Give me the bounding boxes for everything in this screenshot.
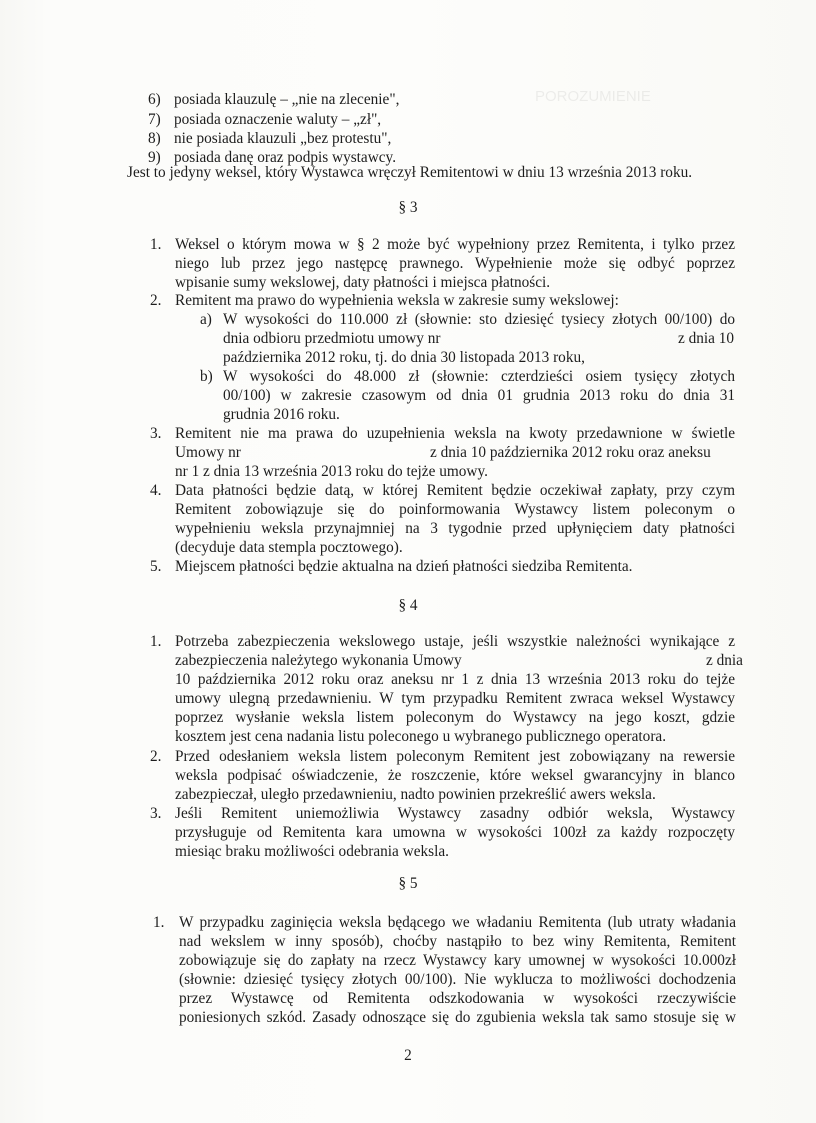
paragraph-line: wypełnieniu weksla przynajmniej na 3 tygodnie przed upłynięciem daty płatności xyxy=(175,520,735,537)
paragraph-line: nr 1 z dnia 13 września 2013 roku do tejże umowy. xyxy=(175,463,488,480)
paragraph-number: 5. xyxy=(150,558,162,575)
paragraph-line: Weksel o którym mowa w § 2 może być wypełniony przez Remitenta, i tylko przez xyxy=(175,236,735,253)
paragraph-line: weksla podpisać oświadczenie, że roszczenie, które weksel gwarancyjny in blanco xyxy=(175,767,735,784)
paragraph-line: zabezpieczał, uległo przedawnieniu, nadto powinien przekreślić awers weksla. xyxy=(175,786,656,803)
paragraph-number: 1. xyxy=(150,236,162,253)
list-item-number: 8) xyxy=(148,130,161,147)
paragraph-line: wpisanie sumy wekslowej, daty płatności i miejsca płatności. xyxy=(175,274,551,291)
paragraph-line: miesiąc braku możliwości odebrania weksla. xyxy=(175,843,449,860)
paragraph-line: przysługuje od Remitenta kara umowna w wysokości 100zł za każdy rozpoczęty xyxy=(175,824,735,841)
paragraph-line: niego lub przez jego następcę prawnego. Wypełnienie może się odbyć poprzez xyxy=(175,255,735,272)
section-heading-4: § 4 xyxy=(398,597,418,614)
list-item-number: 9) xyxy=(148,149,161,166)
paragraph-line: Przed odesłaniem weksla listem poleconym Remitent jest zobowiązany na rewersie xyxy=(175,748,735,765)
list-item: posiada danę oraz podpis wystawcy. xyxy=(174,149,397,166)
paragraph-line: grudnia 2016 roku. xyxy=(223,406,340,423)
paragraph-number: 2. xyxy=(150,748,162,765)
paragraph-number: 1. xyxy=(153,914,165,931)
page-number: 2 xyxy=(404,1047,412,1064)
paragraph-line: W wysokości do 110.000 zł (słownie: sto dziesięć tysiecy złotych 00/100) do xyxy=(223,311,735,328)
paragraph-line: zobowiązuje się do zapłaty na rzecz Wystawcy kary umownej w wysokości 10.000zł xyxy=(179,952,736,969)
paragraph-line: (słownie: dziesięć tysięcy złotych 00/100). Nie wyklucza to możliwości dochodzenia xyxy=(179,971,736,988)
list-item-number: 7) xyxy=(148,111,161,128)
paragraph-line: W wysokości do 48.000 zł (słownie: czterdzieści osiem tysięcy złotych xyxy=(223,368,735,385)
list-item: posiada klauzulę – „nie na zlecenie", xyxy=(174,91,400,108)
paragraph-line-tail: z dnia 10 października 2012 roku oraz aneksu xyxy=(430,444,711,461)
paragraph-line: Remitent ma prawo do wypełnienia weksla w zakresie sumy wekslowej: xyxy=(175,292,619,309)
paragraph-line: Jeśli Remitent uniemożliwia Wystawcy zasadny odbiór weksla, Wystawcy xyxy=(175,805,735,822)
list-item-number: 6) xyxy=(148,91,161,108)
list-item: nie posiada klauzuli „bez protestu", xyxy=(174,130,392,147)
paragraph-number: 1. xyxy=(150,633,162,650)
paragraph-line-tail: z dnia xyxy=(706,652,743,669)
bleed-through-text: POROZUMIENIE xyxy=(535,88,651,105)
paragraph-line: poprzez wysłanie weksla listem poleconym do Wystawcy na jego koszt, gdzie xyxy=(175,709,735,726)
subparagraph-letter: a) xyxy=(200,311,212,328)
paragraph-line-tail: z dnia 10 xyxy=(678,330,735,347)
paragraph-number: 3. xyxy=(150,805,162,822)
paragraph-line: umowy ulegną przedawnieniu. W tym przypadku Remitent zwraca weksel Wystawcy xyxy=(175,690,735,707)
paragraph-line: Umowy nr xyxy=(175,444,241,461)
list-item: posiada oznaczenie waluty – „zł", xyxy=(174,111,382,128)
paragraph-line: Remitent nie ma prawa do uzupełnienia weksla na kwoty przedawnione w świetle xyxy=(175,425,735,442)
paragraph-line: (decyduje data stempla pocztowego). xyxy=(175,539,403,556)
paragraph-line: października 2012 roku, tj. do dnia 30 listopada 2013 roku, xyxy=(223,349,585,366)
paragraph-line: przez Wystawcę od Remitenta odszkodowania w wysokości rzeczywiście xyxy=(179,990,736,1007)
subparagraph-letter: b) xyxy=(200,368,213,385)
paragraph-line: dnia odbioru przedmiotu umowy nr xyxy=(223,330,441,347)
paragraph-line: Potrzeba zabezpieczenia wekslowego ustaje, jeśli wszystkie należności wynikające z xyxy=(175,633,735,650)
paragraph-line: zabezpieczenia należytego wykonania Umowy xyxy=(175,652,462,669)
paragraph-line: 00/100) w zakresie czasowym od dnia 01 grudnia 2013 roku do dnia 31 xyxy=(223,387,735,404)
paragraph-line: poniesionych szkód. Zasady odnoszące się do zgubienia weksla tak samo stosuje się w xyxy=(179,1009,736,1026)
paragraph-line: nad wekslem w inny sposób), choćby nastąpiło to bez winy Remitenta, Remitent xyxy=(179,933,736,950)
section-heading-5: § 5 xyxy=(398,875,418,892)
section-heading-3: § 3 xyxy=(398,199,418,216)
paragraph-line: 10 października 2012 roku oraz aneksu nr 1 z dnia 13 września 2013 roku do tejże xyxy=(175,671,735,688)
paragraph-line: Remitent zobowiązuje się do poinformowania Wystawcy listem poleconym o xyxy=(175,501,735,518)
paragraph-line: Miejscem płatności będzie aktualna na dzień płatności siedziba Remitenta. xyxy=(175,558,633,575)
paragraph-number: 2. xyxy=(150,292,162,309)
paragraph-number: 3. xyxy=(150,425,162,442)
paragraph-number: 4. xyxy=(150,482,162,499)
paragraph-line: W przypadku zaginięcia weksla będącego we władaniu Remitenta (lub utraty władania xyxy=(179,914,736,931)
paragraph-line: Data płatności będzie datą, w której Remitent będzie oczekiwał zapłaty, przy czym xyxy=(175,482,735,499)
paragraph-line: kosztem jest cena nadania listu poleconego u wybranego publicznego operatora. xyxy=(175,728,667,745)
intro-sentence: Jest to jedyny weksel, który Wystawca wręczył Remitentowi w dniu 13 września 2013 roku. xyxy=(127,164,693,181)
